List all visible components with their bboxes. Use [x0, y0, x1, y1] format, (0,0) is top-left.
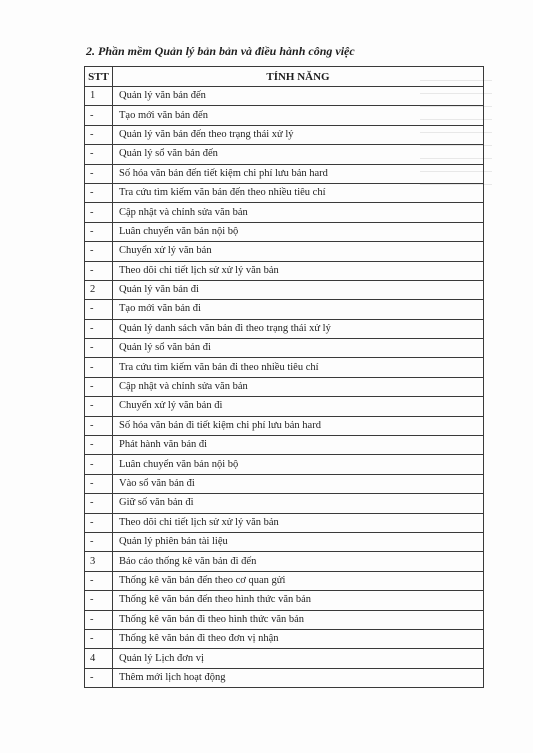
table-row [85, 300, 484, 319]
row-stt: - [85, 106, 113, 125]
row-feature: Quản lý văn bản đến [113, 87, 484, 106]
row-stt: - [85, 261, 113, 280]
section-heading: 2. Phần mềm Quản lý bản bản và điều hành công việc [86, 44, 355, 58]
feature-table [84, 66, 484, 688]
table-body [85, 87, 484, 688]
table-row [85, 242, 484, 261]
row-feature: Cập nhật và chỉnh sửa văn bản [113, 377, 484, 396]
row-stt: - [85, 203, 113, 222]
row-stt: - [85, 164, 113, 183]
table-row [85, 591, 484, 610]
table-row [85, 164, 484, 183]
table-row [85, 629, 484, 648]
row-feature: Chuyển xử lý văn bản [113, 242, 484, 261]
row-stt: - [85, 300, 113, 319]
row-stt: 1 [85, 87, 113, 106]
row-stt: - [85, 610, 113, 629]
table-row [85, 106, 484, 125]
row-feature: Phát hành văn bản đi [113, 436, 484, 455]
row-stt: - [85, 591, 113, 610]
table-row [85, 552, 484, 571]
table-row [85, 377, 484, 396]
row-feature: Quản lý sổ văn bản đi [113, 339, 484, 358]
row-stt: - [85, 455, 113, 474]
row-feature: Số hóa văn bản đi tiết kiệm chi phí lưu bản hard [113, 416, 484, 435]
header-stt: STT [85, 67, 113, 87]
row-stt: - [85, 494, 113, 513]
row-feature: Thống kê văn bản đến theo hình thức văn bản [113, 591, 484, 610]
table-row [85, 455, 484, 474]
table-row [85, 125, 484, 144]
table-row [85, 474, 484, 493]
row-feature: Chuyển xử lý văn bản đi [113, 397, 484, 416]
row-stt: - [85, 436, 113, 455]
row-feature: Cập nhật và chỉnh sửa văn bản [113, 203, 484, 222]
table-row [85, 203, 484, 222]
row-stt: - [85, 339, 113, 358]
row-stt: - [85, 145, 113, 164]
row-stt: - [85, 668, 113, 687]
row-feature: Tra cứu tìm kiếm văn bản đến theo nhiều tiêu chí [113, 183, 484, 202]
row-stt: - [85, 513, 113, 532]
row-stt: 4 [85, 649, 113, 668]
row-feature: Thêm mới lịch hoạt động [113, 668, 484, 687]
row-stt: - [85, 183, 113, 202]
table-row [85, 145, 484, 164]
table-row [85, 319, 484, 338]
table-row [85, 87, 484, 106]
row-stt: - [85, 397, 113, 416]
table-row [85, 571, 484, 590]
row-feature: Quản lý văn bản đi [113, 280, 484, 299]
row-stt: 3 [85, 552, 113, 571]
row-stt: - [85, 358, 113, 377]
row-stt: - [85, 319, 113, 338]
table-row [85, 668, 484, 687]
table-header-row [85, 67, 484, 87]
row-stt: - [85, 474, 113, 493]
row-feature: Thống kê văn bản đi theo đơn vị nhận [113, 629, 484, 648]
row-feature: Quản lý Lịch đơn vị [113, 649, 484, 668]
row-feature: Tạo mới văn bản đi [113, 300, 484, 319]
table-row [85, 513, 484, 532]
row-feature: Số hóa văn bản đến tiết kiệm chi phí lưu bản hard [113, 164, 484, 183]
table-row [85, 222, 484, 241]
row-stt: - [85, 629, 113, 648]
table-row [85, 610, 484, 629]
row-stt: - [85, 222, 113, 241]
row-feature: Báo cáo thống kê văn bản đi đến [113, 552, 484, 571]
row-stt: - [85, 571, 113, 590]
table-row [85, 532, 484, 551]
row-feature: Luân chuyển văn bản nội bộ [113, 455, 484, 474]
table-row [85, 397, 484, 416]
row-feature: Quản lý văn bản đến theo trạng thái xử lý [113, 125, 484, 144]
table-row [85, 183, 484, 202]
row-stt: - [85, 125, 113, 144]
table-row [85, 494, 484, 513]
table-row [85, 280, 484, 299]
row-feature: Thống kê văn bản đến theo cơ quan gửi [113, 571, 484, 590]
table-row [85, 261, 484, 280]
row-stt: - [85, 532, 113, 551]
row-feature: Giữ số văn bản đi [113, 494, 484, 513]
table-row [85, 649, 484, 668]
row-feature: Tra cứu tìm kiếm văn bản đi theo nhiều tiêu chí [113, 358, 484, 377]
table-row [85, 358, 484, 377]
header-feature: TÍNH NĂNG [113, 67, 484, 87]
row-feature: Luân chuyển văn bản nội bộ [113, 222, 484, 241]
row-stt: - [85, 242, 113, 261]
row-stt: - [85, 416, 113, 435]
row-feature: Thống kê văn bản đi theo hình thức văn bản [113, 610, 484, 629]
row-feature: Tạo mới văn bản đến [113, 106, 484, 125]
row-feature: Theo dõi chi tiết lịch sử xử lý văn bản [113, 513, 484, 532]
row-feature: Quản lý phiên bản tài liệu [113, 532, 484, 551]
row-stt: - [85, 377, 113, 396]
row-feature: Theo dõi chi tiết lịch sử xử lý văn bản [113, 261, 484, 280]
row-feature: Vào sổ văn bản đi [113, 474, 484, 493]
table-row [85, 436, 484, 455]
table-row [85, 416, 484, 435]
row-stt: 2 [85, 280, 113, 299]
row-feature: Quản lý danh sách văn bản đi theo trạng thái xử lý [113, 319, 484, 338]
row-feature: Quản lý sổ văn bản đến [113, 145, 484, 164]
table-row [85, 339, 484, 358]
